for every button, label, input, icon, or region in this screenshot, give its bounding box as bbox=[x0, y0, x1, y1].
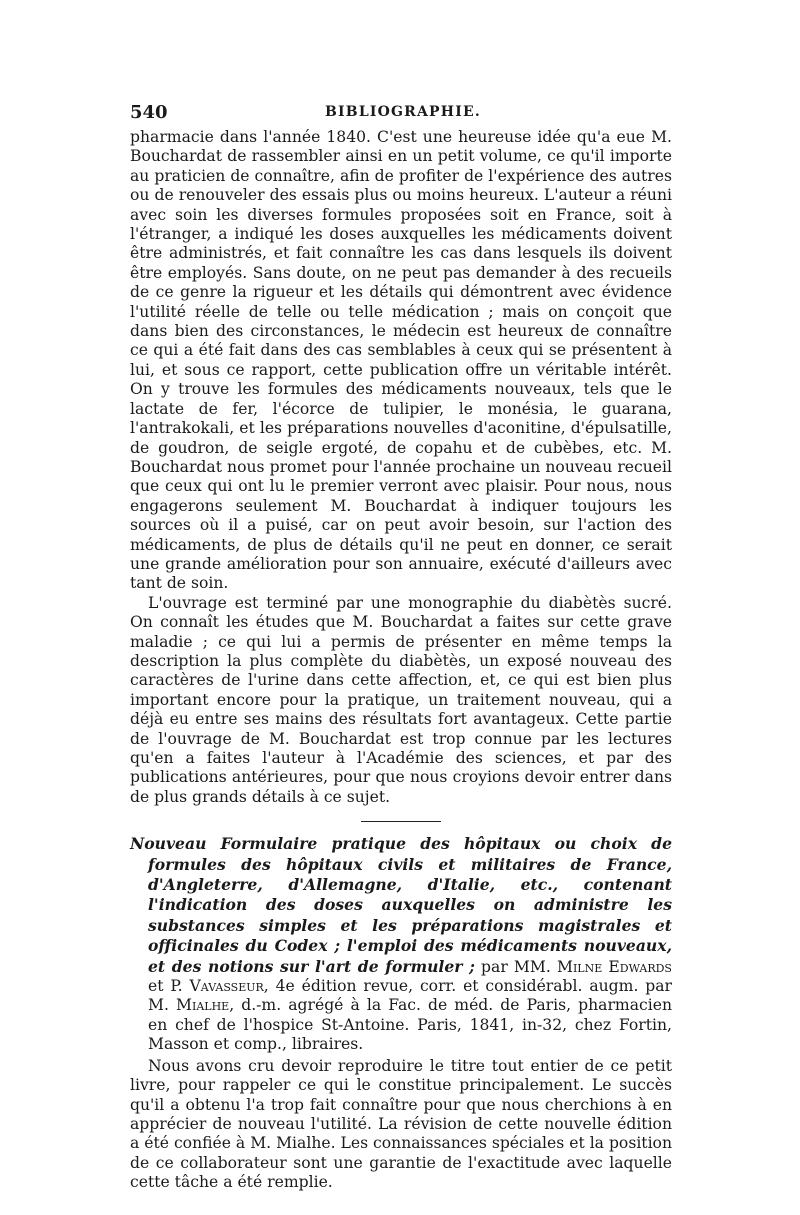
entry-details: , d.-m. agrégé à la Fac. de méd. de Paris, pharmacien en chef de l'hospice St-Antoine. Paris, 1841, in-32, chez Fortin, Masson et comp., libraires. bbox=[148, 996, 672, 1054]
entry-title: Nouveau Formulaire pratique des hôpitaux ou choix de formules des hôpitaux civils et militaires de France, d'Angleterre, d'Allemagne, d'Italie, etc., contenant l'indication des doses auxquelles on administre les substances simples et les préparations magistrales et officinales du Codex ; l'emploi des médicaments nouveaux, et des notions sur l'art de formuler ; bbox=[130, 834, 672, 976]
entry-author-2: Vavasseur bbox=[189, 977, 264, 996]
entry-author-1: Milne Edwards bbox=[557, 957, 672, 976]
closing-paragraph: Nous avons cru devoir reproduire le titre tout entier de ce petit livre, pour rappeler ce qui le constitue principalement. Le succès qu'il a obtenu l'a trop fait connaître pour que nous cherchions à en apprécier de nouveau l'utilité. La révision de cette nouvelle édition a été confiée à M. Mialhe. Les connaissances spéciales et la position de ce collaborateur sont une garantie de l'exactitude avec laquelle cette tâche a été remplie. bbox=[130, 1056, 672, 1192]
entry-by: par MM. bbox=[481, 957, 551, 976]
running-head: BIBLIOGRAPHIE. bbox=[325, 104, 481, 120]
page-header bbox=[130, 102, 672, 124]
section-divider bbox=[361, 821, 441, 822]
entry-author-3: Mialhe bbox=[176, 996, 230, 1015]
page-number: 540 bbox=[130, 102, 168, 123]
paragraph-1: pharmacie dans l'année 1840. C'est une heureuse idée qu'a eue M. Bouchardat de rassembler ainsi en un petit volume, ce qu'il importe au praticien de connaître, afin de profiter de l'expérience des autres ou de renouveler des essais plus ou moins heureux. L'auteur a réuni avec soin les diverses formules proposées soit en France, soit à l'étranger, a indiqué les doses auxquelles les médicaments doivent être administrés, et fait connaître les cas dans lesquels ils doivent être employés. Sans doute, on ne peut pas demander à des recueils de ce genre la rigueur et les détails qui démontrent avec évidence l'utilité réelle de telle ou telle médication ; mais on conçoit que dans bien des circonstances, le médecin est heureux de connaître ce qui a été fait dans des cas semblables à ceux qui se présentent à lui, et sous ce rapport, cette publication offre un véritable intérêt. On y trouve les formules des médicaments nouveaux, tels que le lactate de fer, l'écorce de tulipier, le monésia, le guarana, l'antrakokali, et les préparations nouvelles d'aconitine, d'épulsatille, de goudron, de seigle ergoté, de copahu et de cubèbes, etc. M. Bouchardat nous promet pour l'année prochaine un nouveau recueil que ceux qui ont lu le premier verront avec plaisir. Pour nous, nous engagerons seulement M. Bouchardat à indiquer toujours les sources où il a puisé, car on peut avoir besoin, sur l'action des médicaments, de plus de détails qu'il ne peut en donner, ce serait une grande amélioration pour son annuaire, exécuté d'ailleurs avec tant de soin. bbox=[130, 128, 672, 593]
bibliographic-entry bbox=[130, 834, 672, 1054]
entry-edition: , 4e édition revue, corr. et considérabl. augm. par M. bbox=[148, 977, 672, 1015]
paragraph-2: L'ouvrage est terminé par une monographie du diabètès sucré. On connaît les études que M. Bouchardat a faites sur cette grave maladie ; ce qui lui a permis de présenter en même temps la description la plus complète du diabètès, un exposé nouveau des caractères de l'urine dans cette affection, et, ce qui est bien plus important encore pour la pratique, un traitement nouveau, qui a déjà eu entre ses mains des résultats fort avantageux. Cette partie de l'ouvrage de M. Bouchardat est trop connue par les lectures qu'en a faites l'auteur à l'Académie des sciences, et par des publications antérieures, pour que nous croyions devoir entrer dans de plus grands détails à ce sujet. bbox=[130, 593, 672, 806]
entry-and: et P. bbox=[148, 977, 183, 996]
text-column bbox=[130, 128, 672, 1193]
